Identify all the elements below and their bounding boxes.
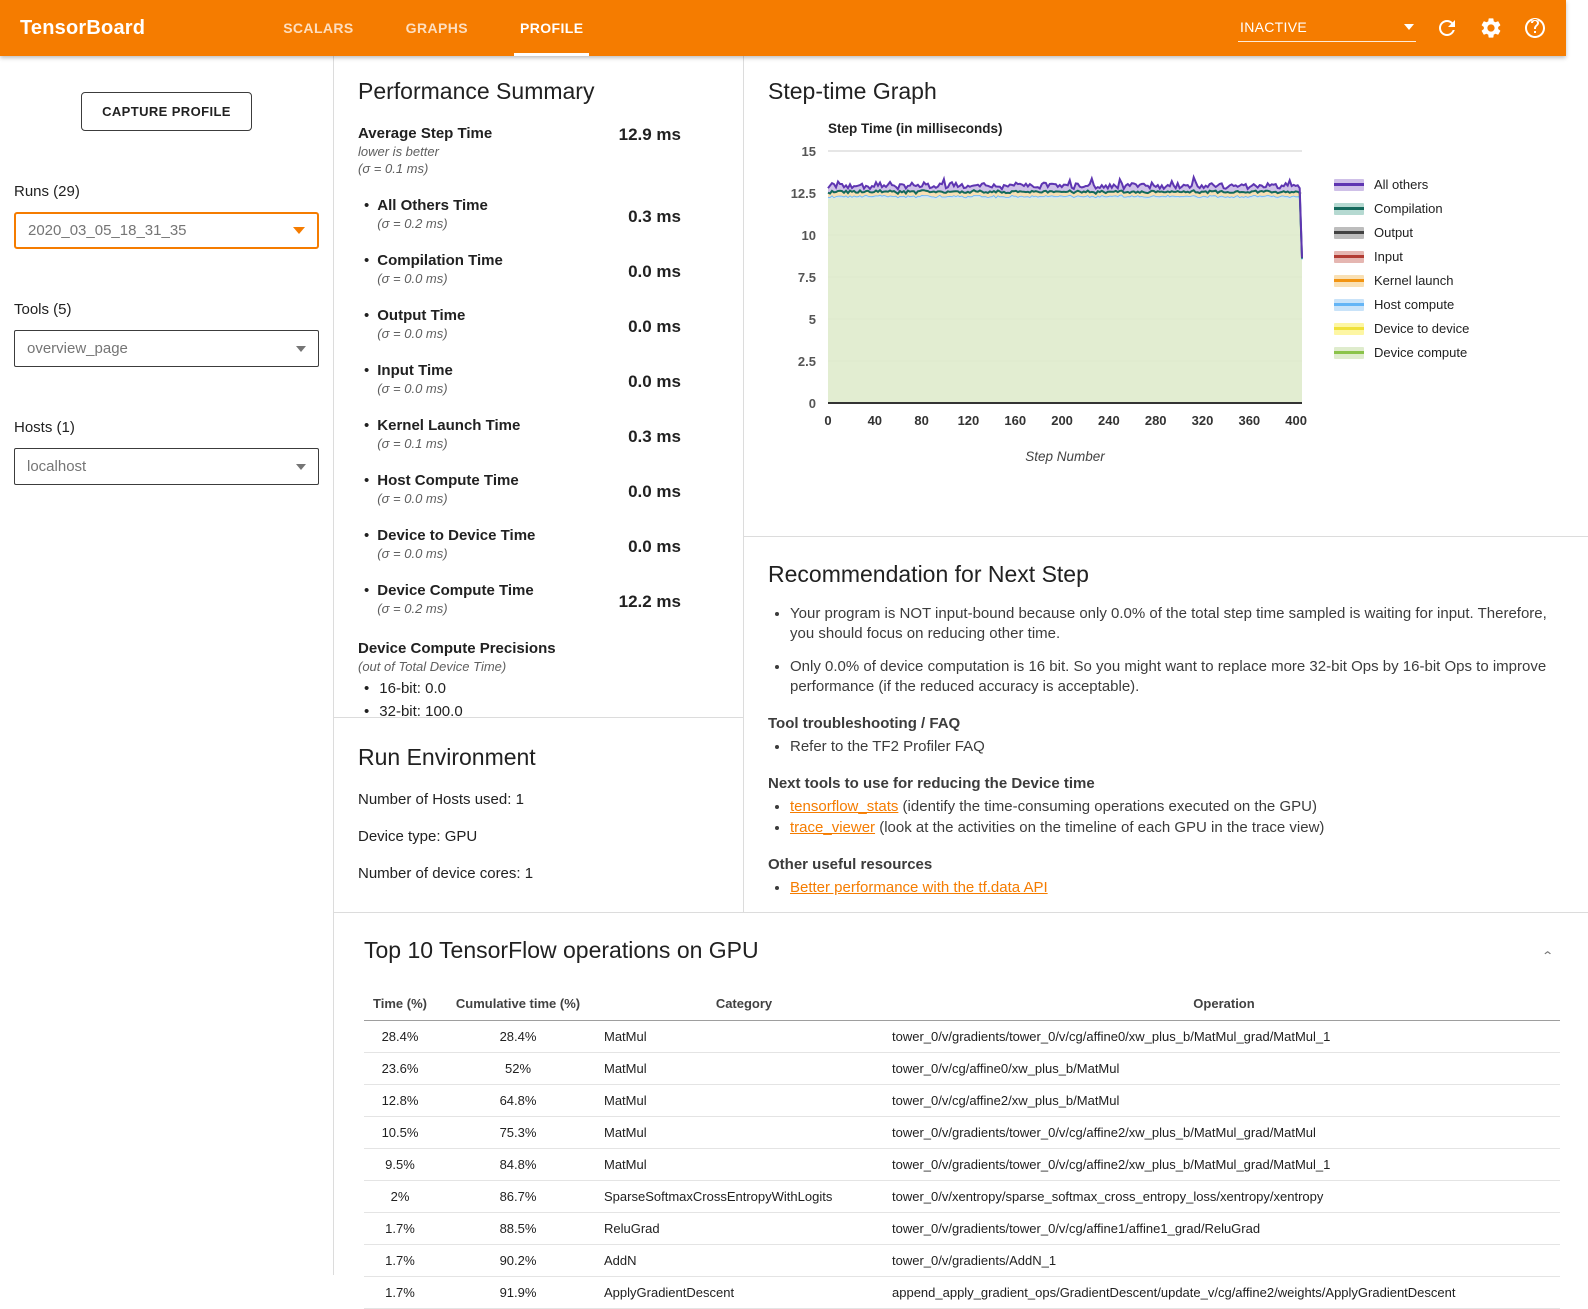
run-env-hosts: Number of Hosts used: 1	[358, 791, 524, 808]
legend-swatch	[1334, 275, 1364, 287]
chevron-down-icon	[293, 227, 305, 234]
table-cell-time: 2%	[364, 1181, 436, 1213]
tab-profile[interactable]: PROFILE	[506, 0, 597, 56]
metric-value: 0.3 ms	[628, 427, 681, 446]
metric-value: 0.0 ms	[628, 317, 681, 336]
hosts-select[interactable]	[14, 448, 319, 485]
legend-item	[1334, 321, 1469, 336]
reload-button[interactable]	[1434, 15, 1460, 41]
svg-text:240: 240	[1098, 413, 1120, 428]
metric-sigma: (σ = 0.0 ms)	[377, 381, 448, 396]
table-cell-cumulative: 52%	[436, 1053, 600, 1085]
bullet-dot: •	[364, 582, 370, 599]
svg-text:5: 5	[808, 312, 816, 327]
metric-name: All Others Time	[377, 197, 488, 214]
legend-label: Input	[1374, 249, 1403, 264]
chevron-down-icon	[296, 346, 306, 352]
recommendation-bullet: • Only 0.0% of device computation is 16 bit. So you might want to replace more 32-bit Ops by 16-bit Ops to improve performance (if the reduced accuracy is acceptable).	[790, 657, 1560, 698]
recommendation-group-items	[790, 877, 1560, 898]
table-cell-cumulative: 28.4%	[436, 1021, 600, 1053]
run-env-device-type: Device type: GPU	[358, 828, 478, 845]
legend-item	[1334, 201, 1469, 216]
table-cell-cumulative: 86.7%	[436, 1181, 600, 1213]
table-cell-category: SparseSoftmaxCrossEntropyWithLogits	[600, 1181, 888, 1213]
legend-label: Output	[1374, 225, 1414, 240]
metric-row	[358, 197, 719, 231]
legend-label: Device compute	[1374, 345, 1468, 360]
table-cell-time: 23.6%	[364, 1053, 436, 1085]
precision-item: • 32-bit: 100.0	[358, 703, 719, 720]
table-row	[364, 1149, 1560, 1181]
table-cell-time: 10.5%	[364, 1117, 436, 1149]
table-cell-operation: tower_0/v/gradients/tower_0/v/cg/affine0/xw_plus_b/MatMul_grad/MatMul_1	[888, 1021, 1560, 1053]
bullet-dot: •	[364, 307, 370, 324]
precisions-title: Device Compute Precisions	[358, 640, 556, 657]
svg-text:Step Time (in milliseconds): Step Time (in milliseconds)	[828, 121, 1003, 136]
table-cell-category: MatMul	[600, 1085, 888, 1117]
table-row	[364, 1213, 1560, 1245]
legend-swatch	[1334, 299, 1364, 311]
legend-item	[1334, 273, 1469, 288]
sidebar	[0, 56, 334, 1275]
table-cell-operation: tower_0/v/gradients/tower_0/v/cg/affine2/xw_plus_b/MatMul_grad/MatMul	[888, 1117, 1560, 1149]
table-cell-operation: tower_0/v/gradients/tower_0/v/cg/affine2/xw_plus_b/MatMul_grad/MatMul_1	[888, 1149, 1560, 1181]
help-icon	[1523, 16, 1547, 40]
recommendation-group-items	[790, 736, 1560, 757]
table-cell-time: 1.7%	[364, 1277, 436, 1309]
runs-select-value: 2020_03_05_18_31_35	[28, 222, 187, 239]
run-env-cores: Number of device cores: 1	[358, 865, 534, 882]
step-time-graph-card	[744, 56, 1588, 537]
svg-text:120: 120	[957, 413, 980, 428]
metric-sigma: (σ = 0.2 ms)	[377, 216, 448, 231]
chevron-down-icon	[1404, 24, 1414, 30]
metric-sigma: (σ = 0.0 ms)	[377, 491, 448, 506]
metric-name: Average Step Time	[358, 125, 493, 142]
legend-swatch	[1334, 251, 1364, 263]
svg-text:320: 320	[1191, 413, 1214, 428]
metric-value: 0.0 ms	[628, 537, 681, 556]
legend-label: Device to device	[1374, 321, 1470, 336]
table-cell-category: MatMul	[600, 1053, 888, 1085]
recommendation-item	[790, 877, 1560, 898]
recommendation-item: • tensorflow_stats (identify the time-consuming operations executed on the GPU)	[790, 796, 1560, 817]
bullet-dot: •	[364, 472, 370, 489]
metric-name: Kernel Launch Time	[377, 417, 521, 434]
resource-link[interactable]: tensorflow_stats	[790, 798, 899, 815]
legend-label: All others	[1374, 177, 1429, 192]
metric-subtitle: lower is better	[358, 144, 439, 159]
metric-row	[358, 307, 719, 341]
recommendation-item: • trace_viewer (look at the activities on the timeline of each GPU in the trace view)	[790, 817, 1560, 838]
performance-summary-card	[334, 56, 743, 718]
table-cell-operation: tower_0/v/cg/affine2/xw_plus_b/MatMul	[888, 1085, 1560, 1117]
metric-value: 12.2 ms	[618, 592, 681, 611]
legend-item	[1334, 225, 1469, 240]
table-cell-category: AddN	[600, 1245, 888, 1277]
svg-text:15: 15	[801, 144, 816, 159]
top-ops-table	[364, 988, 1560, 1309]
metric-sigma: (σ = 0.0 ms)	[377, 546, 448, 561]
metric-value: 0.0 ms	[628, 262, 681, 281]
recommendation-bullets	[790, 604, 1560, 697]
svg-text:10: 10	[801, 228, 816, 243]
metric-sigma: (σ = 0.1 ms)	[358, 161, 429, 176]
table-cell-category: ReluGrad	[600, 1213, 888, 1245]
metric-row	[358, 527, 719, 561]
legend-label: Compilation	[1374, 201, 1443, 216]
table-row	[364, 1117, 1560, 1149]
device-compute-precisions	[358, 640, 719, 720]
bullet-dot: •	[364, 362, 370, 379]
col-header-time: Time (%)	[364, 988, 436, 1021]
bullet-dot: •	[364, 252, 370, 269]
metric-value: 0.0 ms	[628, 372, 681, 391]
metric-name: Input Time	[377, 362, 453, 379]
legend-swatch	[1334, 203, 1364, 215]
reload-status-value: INACTIVE	[1240, 18, 1307, 35]
metric-name: Device Compute Time	[377, 582, 534, 599]
metric-name: Host Compute Time	[377, 472, 519, 489]
svg-text:80: 80	[914, 413, 929, 428]
table-cell-category: MatMul	[600, 1117, 888, 1149]
recommendation-card	[744, 537, 1588, 898]
tools-label: Tools (5)	[14, 301, 72, 318]
recommendation-group-items	[790, 796, 1560, 838]
help-button[interactable]	[1522, 15, 1548, 41]
recommendation-item: • Refer to the TF2 Profiler FAQ	[790, 736, 1560, 757]
recommendation-group-heading: Next tools to use for reducing the Device time	[768, 775, 1095, 792]
legend-item	[1334, 177, 1469, 192]
svg-text:200: 200	[1051, 413, 1073, 428]
metric-name: Compilation Time	[377, 252, 503, 269]
table-cell-category: MatMul	[600, 1021, 888, 1053]
precisions-subtitle: (out of Total Device Time)	[358, 659, 507, 674]
table-cell-operation: tower_0/v/gradients/tower_0/v/cg/affine1/affine1_grad/ReluGrad	[888, 1213, 1560, 1245]
tools-select[interactable]	[14, 330, 319, 367]
tab-graphs[interactable]: GRAPHS	[405, 20, 468, 36]
app-title: TensorBoard	[20, 16, 146, 39]
nav-tabs	[257, 0, 609, 56]
chevron-down-icon	[296, 464, 306, 470]
svg-text:360: 360	[1238, 413, 1261, 428]
app-toolbar	[0, 0, 1566, 56]
svg-text:0: 0	[808, 396, 816, 411]
table-cell-cumulative: 90.2%	[436, 1245, 600, 1277]
metric-row	[358, 582, 719, 616]
metric-list	[358, 197, 719, 616]
runs-select[interactable]	[14, 212, 319, 249]
table-row	[364, 1085, 1560, 1117]
table-cell-time: 1.7%	[364, 1245, 436, 1277]
metric-value: 0.3 ms	[628, 207, 681, 226]
legend-item	[1334, 297, 1469, 312]
metric-value: 12.9 ms	[618, 125, 681, 144]
table-cell-time: 1.7%	[364, 1213, 436, 1245]
legend-label: Host compute	[1374, 297, 1455, 312]
legend-swatch	[1334, 227, 1364, 239]
metric-sigma: (σ = 0.0 ms)	[377, 326, 448, 341]
svg-text:280: 280	[1144, 413, 1167, 428]
recommendation-title: Recommendation for Next Step	[768, 561, 1089, 587]
table-row	[364, 1245, 1560, 1277]
run-environment-title: Run Environment	[358, 744, 536, 770]
table-cell-operation: append_apply_gradient_ops/GradientDescent/update_v/cg/affine2/weights/ApplyGradientDescent	[888, 1277, 1560, 1309]
bullet-dot: •	[364, 417, 370, 434]
runs-label: Runs (29)	[14, 183, 80, 200]
legend-swatch	[1334, 179, 1364, 191]
capture-profile-button[interactable]: CAPTURE PROFILE	[81, 92, 252, 131]
tab-scalars[interactable]: SCALARS	[283, 20, 354, 36]
collapse-chevron-up-icon[interactable]: ⌃	[1541, 949, 1554, 964]
col-header-cumulative: Cumulative time (%)	[436, 988, 600, 1021]
table-cell-time: 28.4%	[364, 1021, 436, 1053]
table-cell-cumulative: 84.8%	[436, 1149, 600, 1181]
main-content	[334, 56, 1588, 1300]
resource-link[interactable]: Better performance with the tf.data API	[790, 879, 1048, 896]
metric-row	[358, 252, 719, 286]
legend-swatch	[1334, 323, 1364, 335]
bullet-dot: •	[364, 527, 370, 544]
top-ops-card	[334, 912, 1588, 1309]
precisions-list	[358, 680, 719, 720]
table-cell-time: 12.8%	[364, 1085, 436, 1117]
chart-legend	[1334, 177, 1469, 487]
table-cell-category: ApplyGradientDescent	[600, 1277, 888, 1309]
table-cell-operation: tower_0/v/gradients/AddN_1	[888, 1245, 1560, 1277]
performance-summary-title: Performance Summary	[358, 78, 595, 104]
metric-name: Device to Device Time	[377, 527, 536, 544]
svg-text:Step Number: Step Number	[1025, 449, 1105, 464]
svg-text:2.5: 2.5	[797, 354, 816, 369]
settings-gear-icon	[1479, 16, 1503, 40]
svg-text:0: 0	[824, 413, 832, 428]
recommendation-group-heading: Other useful resources	[768, 856, 933, 873]
metric-sigma: (σ = 0.1 ms)	[377, 436, 448, 451]
reload-status-select[interactable]	[1238, 15, 1416, 42]
table-cell-category: MatMul	[600, 1149, 888, 1181]
recommendation-bullet: • Your program is NOT input-bound because only 0.0% of the total step time sampled is waiting for input. Therefore, you should focus on reducing other time.	[790, 604, 1560, 645]
table-cell-cumulative: 91.9%	[436, 1277, 600, 1309]
recommendation-group-heading: Tool troubleshooting / FAQ	[768, 715, 961, 732]
table-cell-cumulative: 88.5%	[436, 1213, 600, 1245]
svg-text:12.5: 12.5	[790, 186, 816, 201]
hosts-select-value: localhost	[27, 458, 87, 475]
table-cell-time: 9.5%	[364, 1149, 436, 1181]
metric-value: 0.0 ms	[628, 482, 681, 501]
step-time-graph-title: Step-time Graph	[768, 78, 937, 104]
hosts-label: Hosts (1)	[14, 419, 75, 436]
col-header-operation: Operation	[888, 988, 1560, 1021]
average-step-time-metric	[358, 125, 719, 176]
legend-swatch	[1334, 347, 1364, 359]
legend-item	[1334, 345, 1469, 360]
precision-item: • 16-bit: 0.0	[358, 680, 719, 697]
svg-text:160: 160	[1004, 413, 1027, 428]
table-cell-cumulative: 75.3%	[436, 1117, 600, 1149]
bullet-dot: •	[364, 197, 370, 214]
legend-label: Kernel launch	[1374, 273, 1454, 288]
tools-select-value: overview_page	[27, 340, 128, 357]
table-row	[364, 1181, 1560, 1213]
table-cell-operation: tower_0/v/xentropy/sparse_softmax_cross_entropy_loss/xentropy/xentropy	[888, 1181, 1560, 1213]
table-cell-operation: tower_0/v/cg/affine0/xw_plus_b/MatMul	[888, 1053, 1560, 1085]
svg-text:400: 400	[1285, 413, 1307, 428]
legend-item	[1334, 249, 1469, 264]
metric-sigma: (σ = 0.0 ms)	[377, 271, 448, 286]
run-environment-card	[334, 718, 743, 882]
table-row	[364, 1053, 1560, 1085]
svg-text:7.5: 7.5	[797, 270, 816, 285]
svg-text:40: 40	[867, 413, 883, 428]
metric-name: Output Time	[377, 307, 466, 324]
settings-button[interactable]	[1478, 15, 1504, 41]
table-row	[364, 1021, 1560, 1053]
reload-icon	[1435, 16, 1459, 40]
recommendation-groups	[768, 715, 1560, 898]
metric-row	[358, 472, 719, 506]
step-time-chart	[768, 115, 1328, 487]
table-row	[364, 1277, 1560, 1309]
table-cell-cumulative: 64.8%	[436, 1085, 600, 1117]
metric-row	[358, 362, 719, 396]
col-header-category: Category	[600, 988, 888, 1021]
metric-row	[358, 417, 719, 451]
metric-sigma: (σ = 0.2 ms)	[377, 601, 448, 616]
resource-link[interactable]: trace_viewer	[790, 819, 876, 836]
top-ops-title: Top 10 TensorFlow operations on GPU	[364, 937, 759, 963]
